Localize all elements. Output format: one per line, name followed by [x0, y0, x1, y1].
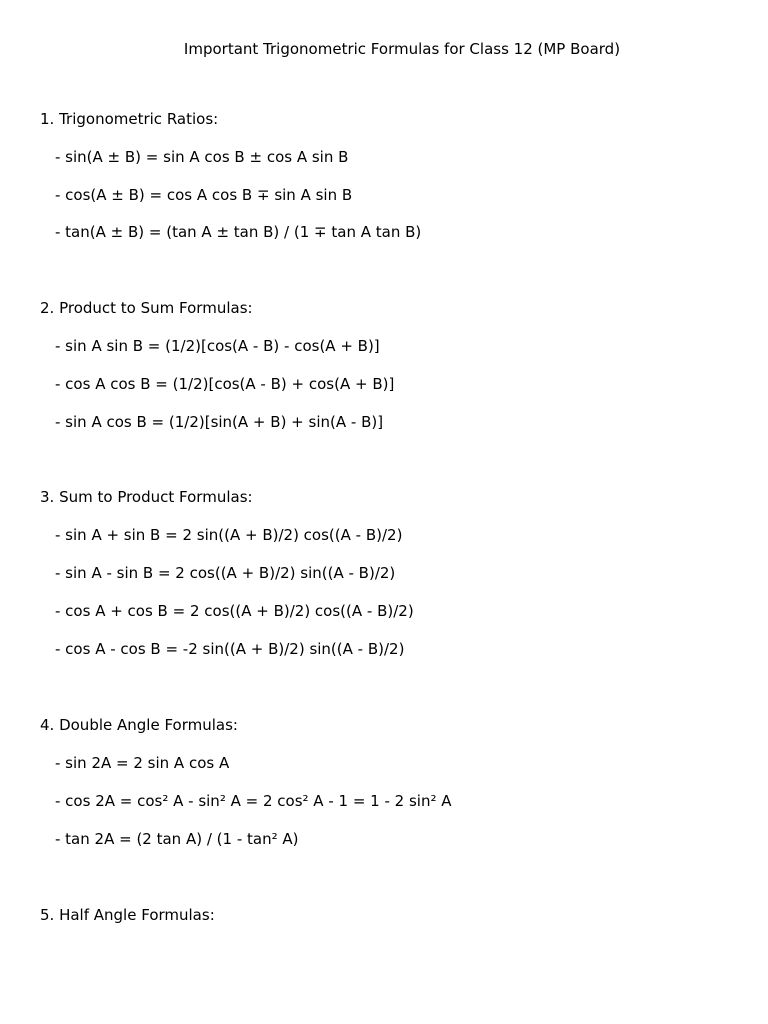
section-heading-half-angle: 5. Half Angle Formulas: — [40, 906, 215, 924]
formula-line: - cos(A ± B) = cos A cos B ∓ sin A sin B — [55, 186, 353, 204]
formula-line: - sin A + sin B = 2 sin((A + B)/2) cos((A - B)/2) — [55, 526, 403, 544]
formula-line: - sin(A ± B) = sin A cos B ± cos A sin B — [55, 148, 349, 166]
section-heading-product-to-sum: 2. Product to Sum Formulas: — [40, 299, 253, 317]
section-heading-sum-to-product: 3. Sum to Product Formulas: — [40, 488, 253, 506]
page-title: Important Trigonometric Formulas for Class 12 (MP Board) — [183, 40, 621, 58]
formula-line: - sin 2A = 2 sin A cos A — [55, 754, 230, 772]
formula-line: - sin A sin B = (1/2)[cos(A - B) - cos(A + B)] — [55, 337, 380, 355]
formula-line: - sin A cos B = (1/2)[sin(A + B) + sin(A - B)] — [55, 413, 384, 431]
section-heading-trigonometric-ratios: 1. Trigonometric Ratios: — [40, 110, 219, 128]
formula-line: - tan 2A = (2 tan A) / (1 - tan² A) — [55, 830, 299, 848]
formula-line: - cos 2A = cos² A - sin² A = 2 cos² A - 1 = 1 - 2 sin² A — [55, 792, 452, 810]
formula-line: - cos A + cos B = 2 cos((A + B)/2) cos((A - B)/2) — [55, 602, 414, 620]
formula-line: - cos A cos B = (1/2)[cos(A - B) + cos(A + B)] — [55, 375, 395, 393]
formula-line: - tan(A ± B) = (tan A ± tan B) / (1 ∓ tan A tan B) — [55, 223, 422, 241]
section-heading-double-angle: 4. Double Angle Formulas: — [40, 716, 238, 734]
formula-line: - cos A - cos B = -2 sin((A + B)/2) sin((A - B)/2) — [55, 640, 405, 658]
formula-line: - sin A - sin B = 2 cos((A + B)/2) sin((A - B)/2) — [55, 564, 396, 582]
